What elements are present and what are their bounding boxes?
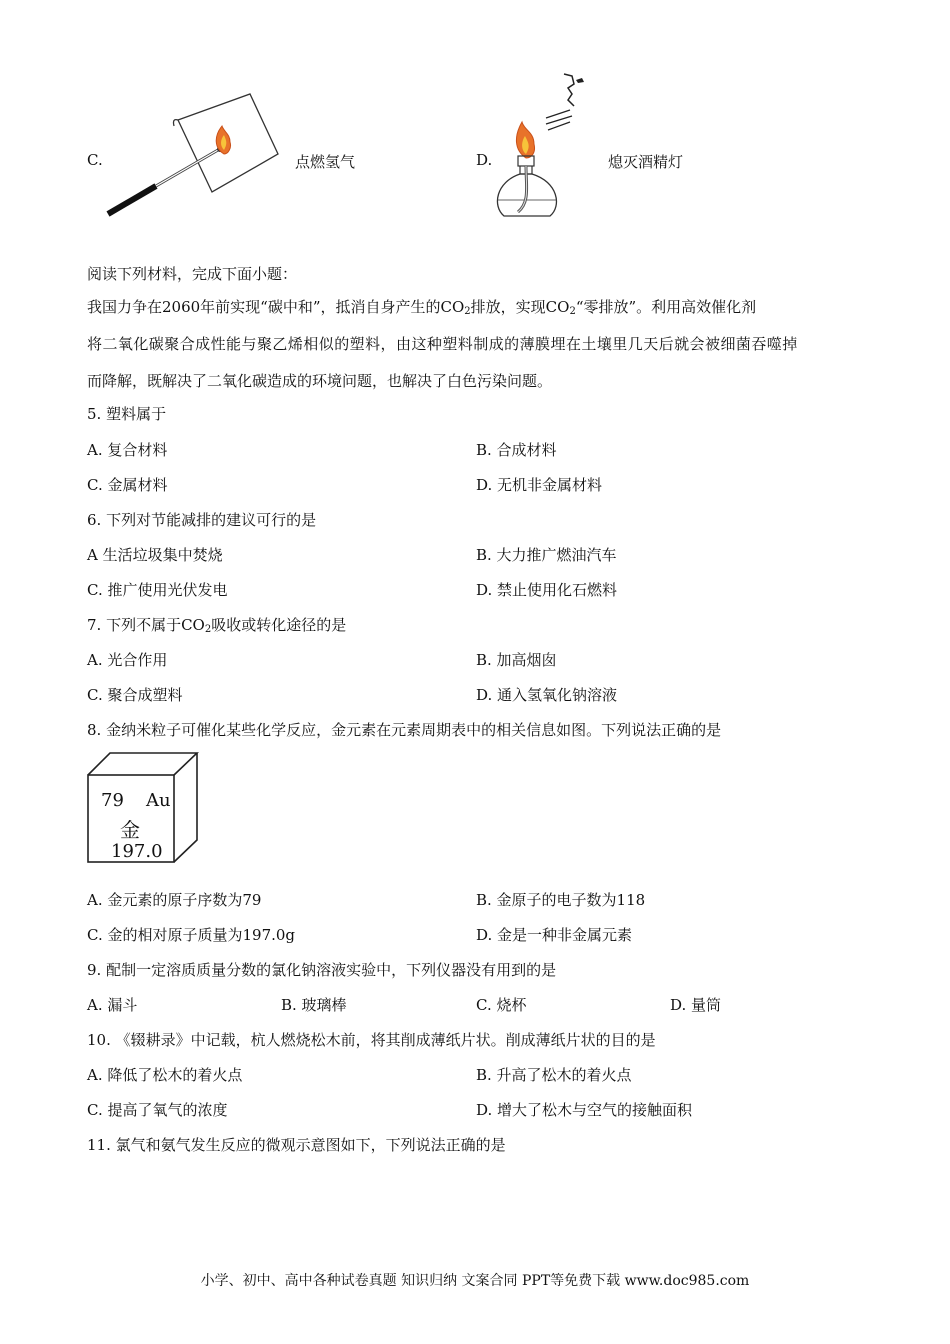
question-6-option-c[interactable]: C. 推广使用光伏发电 <box>87 581 228 599</box>
passage-intro: 阅读下列材料，完成下面小题： <box>87 265 298 283</box>
element-name: 金 <box>120 818 140 842</box>
passage-line-1: 我国力争在2060年前实现“碳中和”，抵消自身产生的$CO_2$排放，实现$CO_2“$零排放”。利用高效催化剂 <box>87 298 757 317</box>
question-10-stem: 10. 《辍耕录》中记载，杭人燃烧松木前，将其削成薄纸片状。削成薄纸片状的目的是 <box>87 1031 656 1049</box>
question-7-option-c[interactable]: C. 聚合成塑料 <box>87 686 183 704</box>
question-8-stem: 8. 金纳米粒子可催化某些化学反应，金元素在元素周期表中的相关信息如图。下列说法正确的是 <box>87 721 722 739</box>
question-6-stem: 6. 下列对节能减排的建议可行的是 <box>87 511 317 529</box>
question-10-option-d[interactable]: D. 增大了松木与空气的接触面积 <box>476 1101 693 1119</box>
question-9-option-b[interactable]: B. 玻璃棒 <box>281 996 347 1014</box>
element-atomic-mass: 197.0 <box>111 841 163 862</box>
question-9-option-d[interactable]: D. 量筒 <box>670 996 722 1014</box>
page-footer: 小学、初中、高中各种试卷真题 知识归纳 文案合同 PPT等免费下载 www.doc985.com <box>200 1273 750 1289</box>
passage-line-3: 而降解，既解决了二氧化碳造成的环境问题，也解决了白色污染问题。 <box>87 372 553 390</box>
option-d-label: D. <box>476 151 493 169</box>
question-5-stem: 5. 塑料属于 <box>87 405 167 423</box>
question-10-option-a[interactable]: A. 降低了松木的着火点 <box>87 1066 243 1084</box>
element-atomic-number: 79 <box>101 790 124 811</box>
question-6-option-b[interactable]: B. 大力推广燃油汽车 <box>476 546 617 564</box>
question-9-option-c[interactable]: C. 烧杯 <box>476 996 527 1014</box>
extinguishing-alcohol-lamp-illustration <box>488 70 608 220</box>
question-5-option-a[interactable]: A. 复合材料 <box>87 441 168 459</box>
question-8-option-c[interactable]: C. 金的相对原子质量为197.0g <box>87 926 296 944</box>
question-8-option-d[interactable]: D. 金是一种非金属元素 <box>476 926 633 944</box>
question-5-option-b[interactable]: B. 合成材料 <box>476 441 557 459</box>
question-6-option-d[interactable]: D. 禁止使用化石燃料 <box>476 581 618 599</box>
option-c-label: C. <box>87 151 103 169</box>
option-d-caption: 熄灭酒精灯 <box>608 153 684 171</box>
question-9-stem: 9. 配制一定溶质质量分数的氯化钠溶液实验中，下列仪器没有用到的是 <box>87 961 557 979</box>
periodic-table-cell <box>87 752 199 864</box>
question-8-option-b[interactable]: B. 金原子的电子数为118 <box>476 891 646 909</box>
question-11-stem: 11. 氯气和氨气发生反应的微观示意图如下，下列说法正确的是 <box>87 1136 506 1154</box>
option-c-caption: 点燃氢气 <box>295 153 356 171</box>
question-7-option-a[interactable]: A. 光合作用 <box>87 651 168 669</box>
question-5-option-c[interactable]: C. 金属材料 <box>87 476 168 494</box>
element-symbol: Au <box>146 790 171 811</box>
question-7-option-b[interactable]: B. 加高烟囱 <box>476 651 557 669</box>
lighting-hydrogen-illustration <box>100 88 290 223</box>
question-10-option-c[interactable]: C. 提高了氧气的浓度 <box>87 1101 228 1119</box>
question-7-stem: 7. 下列不属于$CO_2$吸收或转化途径的是 <box>87 616 347 635</box>
passage-line-2: 将二氧化碳聚合成性能与聚乙烯相似的塑料，由这种塑料制成的薄膜埋在土壤里几天后就会被细菌吞噬掉 <box>87 335 798 353</box>
question-10-option-b[interactable]: B. 升高了松木的着火点 <box>476 1066 632 1084</box>
question-7-option-d[interactable]: D. 通入氢氧化钠溶液 <box>476 686 618 704</box>
question-8-option-a[interactable]: A. 金元素的原子序数为79 <box>87 891 262 909</box>
question-6-option-a[interactable]: A 生活垃圾集中焚烧 <box>87 546 223 564</box>
question-9-option-a[interactable]: A. 漏斗 <box>87 996 138 1014</box>
question-5-option-d[interactable]: D. 无机非金属材料 <box>476 476 603 494</box>
